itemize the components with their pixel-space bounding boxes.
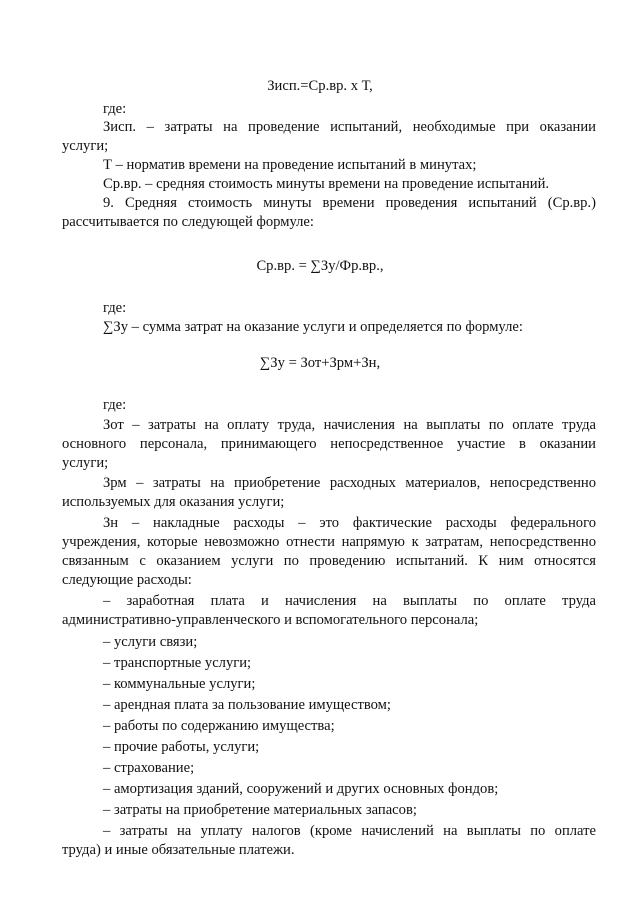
list-item: – работы по содержанию имущества; xyxy=(103,718,335,734)
def-zrm-line1: Зрм – затраты на приобретение расходных материалов, непосредственно xyxy=(103,475,596,491)
list-item: – услуги связи; xyxy=(103,634,198,650)
def-sumzu: ∑Зу – сумма затрат на оказание услуги и определяется по формуле: xyxy=(103,319,523,335)
list-item-salary-line1: – заработная плата и начисления на выплаты по оплате труда xyxy=(103,593,596,609)
def-zot-line1: Зот – затраты на оплату труда, начисления на выплаты по оплате труда xyxy=(103,417,596,433)
list-item: – страхование; xyxy=(103,760,195,776)
list-item: – арендная плата за пользование имуществом; xyxy=(103,697,391,713)
item9-line1: 9. Средняя стоимость минуты времени проведения испытаний (Ср.вр.) xyxy=(103,195,596,211)
def-zrm-line2: используемых для оказания услуги; xyxy=(62,494,285,510)
list-item-taxes-line2: труда) и иные обязательные платежи. xyxy=(62,842,295,858)
formula-srvr: Ср.вр. = ∑Зу/Фр.вр., xyxy=(256,258,384,274)
list-item: – транспортные услуги; xyxy=(103,655,252,671)
list-item: – коммунальные услуги; xyxy=(103,676,256,692)
def-zn-line1: Зн – накладные расходы – это фактические расходы федерального xyxy=(103,515,596,531)
def-zn-line4: следующие расходы: xyxy=(62,572,192,588)
def-zot-line2: основного персонала, принимающего непосредственное участие в оказании xyxy=(62,436,596,452)
list-item: – затраты на приобретение материальных запасов; xyxy=(103,802,417,818)
def-zn-line3: связанным с оказанием услуги по проведению испытаний. К ним относятся xyxy=(62,553,596,569)
def-zisp-line1: Зисп. – затраты на проведение испытаний, необходимые при оказании xyxy=(103,119,596,135)
list-item-taxes-line1: – затраты на уплату налогов (кроме начислений на выплаты по оплате xyxy=(103,823,596,839)
list-item: – амортизация зданий, сооружений и других основных фондов; xyxy=(103,781,499,797)
where-label: где: xyxy=(103,300,127,316)
list-item-salary-line2: административно-управленческого и вспомогательного персонала; xyxy=(62,612,479,628)
formula-sumzu: ∑Зу = Зот+Зрм+Зн, xyxy=(259,355,381,371)
formula-zisp: Зисп.=Ср.вр. х Т, xyxy=(267,78,373,94)
where-label: где: xyxy=(103,397,127,413)
def-zot-line3: услуги; xyxy=(62,455,109,471)
def-t: Т – норматив времени на проведение испытаний в минутах; xyxy=(103,157,477,173)
item9-line2: рассчитывается по следующей формуле: xyxy=(62,214,314,230)
def-zisp-line2: услуги; xyxy=(62,138,109,154)
def-srvr: Ср.вр. – средняя стоимость минуты времени на проведение испытаний. xyxy=(103,176,550,192)
def-zn-line2: учреждения, которые невозможно отнести напрямую к затратам, непосредственно xyxy=(62,534,596,550)
list-item: – прочие работы, услуги; xyxy=(103,739,260,755)
where-label: где: xyxy=(103,101,127,117)
